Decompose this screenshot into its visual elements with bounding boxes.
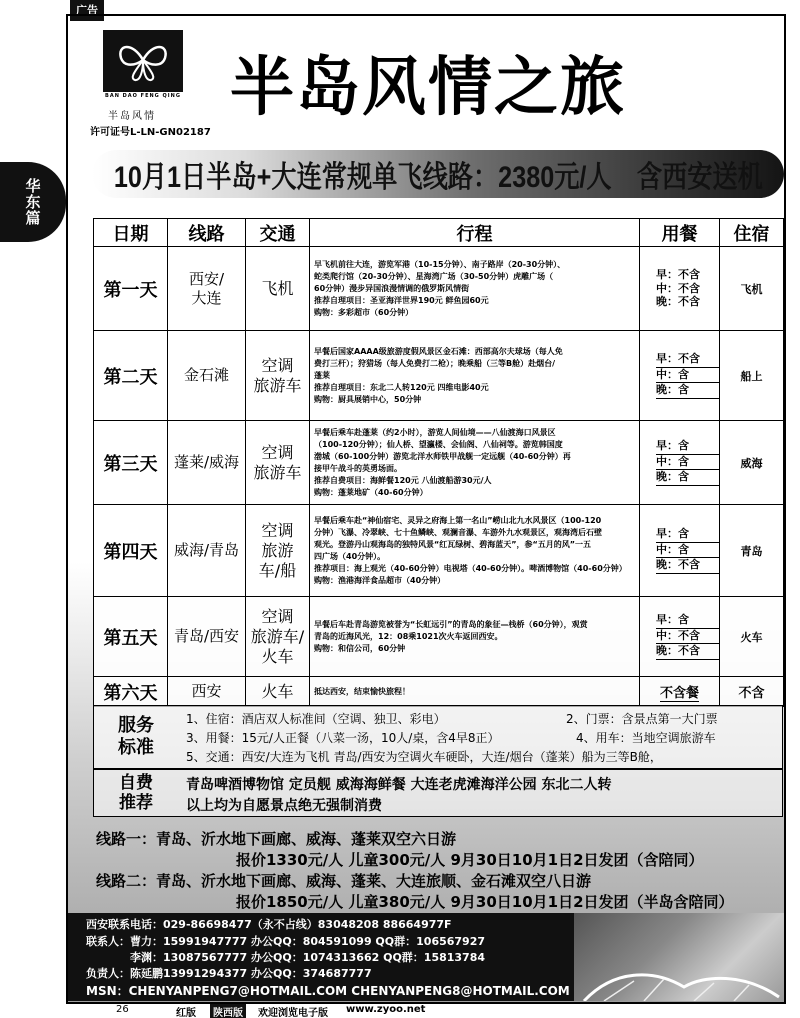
- header-meals: 用餐: [640, 219, 720, 247]
- itinerary-line: 费打三杆）；狩猎场（每人免费打二枪）；晚乘船（三等B舱）赴烟台/: [314, 358, 556, 368]
- itinerary-line: 推荐自理项目：东北二人转120元 四维电影40元: [314, 382, 489, 392]
- contact-phone: 西安联系电话：029-86698477（永不占线）83048208 88664977F: [86, 918, 452, 931]
- contact-row: 李渊：13087567777 办公QQ：1074313662 QQ群：15813784: [86, 951, 486, 964]
- optional-label-line: 自费: [119, 772, 153, 793]
- itinerary-cell: [310, 677, 640, 707]
- itinerary-line: 分钟）飞瀑、冷翠峡、七十鱼鳞峡、观澜音瀑、车游外九水观景区，观海湾后石壁: [314, 527, 602, 537]
- route-line: 金石滩: [183, 366, 229, 385]
- day-cell: 第二天: [94, 331, 168, 421]
- meal-dinner: 晚：不含: [656, 644, 719, 660]
- headline-text: 10月1日半岛+大连常规单飞线路：2380元/人 含西安送机: [113, 161, 763, 194]
- route-line: 蓬莱/威海: [173, 453, 240, 472]
- meal-lunch: 中：含: [656, 368, 719, 384]
- itinerary-line: 四广场（40分钟）。: [314, 551, 386, 561]
- stay-cell: 火车: [720, 597, 784, 677]
- transport-cell: [246, 505, 310, 597]
- headline-banner: [92, 150, 784, 198]
- contact-msn: MSN：CHENYANPENG7@HOTMAIL.COM CHENYANPENG8@HOTMAIL.COM: [86, 984, 570, 998]
- transport-cell: [246, 331, 310, 421]
- itinerary-cell: [310, 421, 640, 505]
- route-line: 西安/: [188, 269, 225, 288]
- meal-breakfast: 早：不含: [656, 352, 719, 368]
- page-number: 26: [116, 1004, 129, 1015]
- header-transport: 交通: [246, 219, 310, 247]
- itinerary-line: （100-120分钟）；仙人桥、望瀛楼、会仙阁、八仙祠等。游览韩国度: [314, 439, 563, 449]
- transport-line: 火车: [261, 681, 294, 701]
- transport-cell: [246, 421, 310, 505]
- stay-cell: 不含: [720, 677, 784, 707]
- itinerary-line: 抵达西安，结束愉快旅程！: [314, 686, 410, 696]
- itinerary-cell: [310, 597, 640, 677]
- itinerary-line: 青岛的近海风光，12：08乘1021次火车返回西安。: [314, 631, 503, 641]
- edition-label: 红版: [176, 1008, 196, 1018]
- transport-line: 空调: [261, 442, 294, 462]
- contact-row: 联系人：曹力：15991947777 办公QQ：804591099 QQ群：106567927: [86, 935, 486, 948]
- route-line: 威海/青岛: [173, 541, 240, 560]
- meal-breakfast: 早：含: [656, 527, 719, 543]
- butterfly-logo-icon: [103, 30, 183, 92]
- transport-cell: [246, 247, 310, 331]
- meal-none: 不含餐: [659, 686, 699, 701]
- page-footer: [68, 1004, 784, 1018]
- brand-name-en: BAN DAO FENG QING: [105, 93, 181, 99]
- stay-cell: 飞机: [720, 247, 784, 331]
- service-label: [94, 706, 178, 768]
- meals-cell: [640, 677, 720, 707]
- itinerary-line: 早餐后乘车赴“神仙宿宅、灵异之府海上第一名山”崂山北九水风景区（100-120: [314, 515, 602, 525]
- edition-box: 陕西版: [210, 1004, 246, 1018]
- contact-row: 负责人：陈延鹏13991294377 办公QQ：374687777: [86, 967, 372, 980]
- transport-line: 车/船: [258, 560, 297, 580]
- service-item: 2、门票：含景点第一大门票: [566, 712, 718, 726]
- table-row: [94, 597, 784, 677]
- meal-dinner: 晚：不含: [656, 295, 700, 309]
- optional-label-line: 推荐: [119, 793, 153, 813]
- route-cell: [168, 421, 246, 505]
- meal-lunch: 中：不含: [656, 281, 700, 295]
- itinerary-line: 购物：蓬莱地矿（40-60分钟）: [314, 487, 428, 497]
- meal-lunch: 中：不含: [656, 629, 719, 645]
- brand-name-cn: 半岛风情: [108, 111, 156, 122]
- itinerary-line: 60分钟）漫步异国浪漫情调的俄罗斯风情街: [314, 283, 470, 293]
- route-line: 青岛/西安: [173, 627, 240, 646]
- itinerary-cell: [310, 331, 640, 421]
- header-date: 日期: [94, 219, 168, 247]
- itinerary-line: 推荐项目：海上观光（40-60分钟）电视塔（40-60分钟）。啤酒博物馆（40-60分钟）: [314, 563, 627, 573]
- route-one-price: 报价1330元/人 儿童300元/人 9月30日10月1日2日发团（含陪同）: [236, 851, 704, 869]
- brand-logo: [103, 30, 183, 92]
- route-cell: [168, 247, 246, 331]
- table-row: [94, 677, 784, 707]
- transport-cell: [246, 597, 310, 677]
- license-number: 许可证号L-LN-GN02187: [90, 127, 211, 138]
- route-two-price: 报价1850元/人 儿童380元/人 9月30日10月1日2日发团（半岛含陪同）: [236, 893, 734, 911]
- side-tab-label: 华东篇: [23, 178, 42, 226]
- route-line: 大连: [191, 288, 222, 307]
- itinerary-line: 观光。登游丹山观海岛的独特风景“红瓦绿树、碧海蓝天”，参“五月的风”一五: [314, 539, 592, 549]
- transport-line: 旅游: [261, 540, 294, 560]
- meals-cell: [640, 331, 720, 421]
- day-cell: 第三天: [94, 421, 168, 505]
- header-itinerary: 行程: [310, 219, 640, 247]
- meals-cell: [640, 505, 720, 597]
- service-standards: [93, 705, 783, 769]
- itinerary-cell: [310, 247, 640, 331]
- transport-cell: [246, 677, 310, 707]
- itinerary-line: 早餐后乘车赴蓬莱（约2小时），游览人间仙境——八仙渡海口风景区: [314, 427, 556, 437]
- service-item: 4、用车：当地空调旅游车: [576, 731, 716, 745]
- itinerary-table: [93, 218, 784, 707]
- itinerary-line: 购物：和信公司，60分钟: [314, 643, 406, 653]
- itinerary-line: 购物：多彩超市（60分钟）: [314, 307, 414, 317]
- itinerary-cell: [310, 505, 640, 597]
- day-cell: 第一天: [94, 247, 168, 331]
- itinerary-line: 早餐后车赴青岛游览被誉为“长虹远引”的青岛的象征—栈桥（60分钟），观赏: [314, 619, 588, 629]
- itinerary-line: 蓬莱: [314, 370, 330, 380]
- day-cell: 第六天: [94, 677, 168, 707]
- service-item: 5、交通：西安/大连为飞机 青岛/西安为空调火车硬卧，大连/烟台（蓬莱）船为三等B舱，: [186, 750, 662, 764]
- route-one-title: 线路一：青岛、沂水地下画廊、威海、蓬莱双空六日游: [96, 830, 457, 848]
- itinerary-line: 早餐后国家AAAA级旅游度假风景区金石滩：西部高尔夫球场（每人免: [314, 346, 563, 356]
- itinerary-line: 购物：渔港海洋食品超市（40分钟）: [314, 575, 446, 585]
- page-title: 半岛风情之旅: [230, 50, 626, 125]
- route-cell: [168, 331, 246, 421]
- itinerary-line: 推荐自费项目：海鲜餐120元 八仙渡船游30元/人: [314, 475, 492, 485]
- arch-building-icon: [574, 967, 784, 1001]
- meal-breakfast: 早：不含: [656, 267, 700, 281]
- header-route: 线路: [168, 219, 246, 247]
- table-header-row: [94, 219, 784, 247]
- transport-line: 旅游车: [253, 462, 302, 482]
- meals-cell: [640, 597, 720, 677]
- meal-dinner: 晚：含: [656, 383, 719, 399]
- transport-line: 旅游车: [253, 375, 302, 395]
- optional-recommendations: [93, 769, 783, 817]
- itinerary-line: 渤城（60-100分钟）游览北洋水师铁甲战舰一定远舰（40-60分钟）再: [314, 451, 571, 461]
- meals-cell: [640, 247, 720, 331]
- transport-line: 火车: [261, 646, 294, 666]
- transport-line: 飞机: [261, 278, 294, 298]
- meal-breakfast: 早：含: [656, 613, 719, 629]
- stay-cell: 青岛: [720, 505, 784, 597]
- transport-line: 旅游车/: [250, 626, 305, 646]
- route-cell: [168, 677, 246, 707]
- optional-item: 以上均为自愿景点绝无强制消费: [186, 798, 382, 814]
- meal-dinner: 晚：含: [656, 470, 719, 486]
- itinerary-line: 早飞机前往大连，游览军港（10-15分钟）、南子路岸（20-30分钟）、: [314, 259, 566, 269]
- meals-cell: [640, 421, 720, 505]
- transport-line: 空调: [261, 520, 294, 540]
- optional-label: [94, 770, 178, 816]
- meal-lunch: 中：含: [656, 543, 719, 559]
- route-line: 西安: [191, 682, 222, 701]
- service-label-line: 服务: [118, 714, 154, 736]
- transport-line: 空调: [261, 606, 294, 626]
- footer-url: www.zyoo.net: [346, 1004, 426, 1015]
- contact-box: [68, 913, 784, 1001]
- footer-text: 欢迎浏览电子版: [258, 1008, 328, 1018]
- table-row: [94, 331, 784, 421]
- itinerary-line: 蛇类爬行馆（20-30分钟）、星海湾广场（30-50分钟）虎雕广场（: [314, 271, 554, 281]
- itinerary-line: 接甲午战斗的英勇场面。: [314, 463, 402, 473]
- optional-item: 青岛啤酒博物馆 定员舰 威海海鲜餐 大连老虎滩海洋公园 东北二人转: [186, 777, 612, 793]
- side-tab-east-china: [0, 162, 66, 242]
- service-label-line: 标准: [118, 737, 154, 758]
- meal-dinner: 晚：不含: [656, 558, 719, 574]
- stay-cell: 船上: [720, 331, 784, 421]
- route-cell: [168, 505, 246, 597]
- table-row: [94, 505, 784, 597]
- table-row: [94, 421, 784, 505]
- service-item: 3、用餐：15元/人正餐（八菜一汤，10人/桌，含4早8正）: [186, 731, 500, 745]
- route-cell: [168, 597, 246, 677]
- route-two-title: 线路二：青岛、沂水地下画廊、威海、蓬莱、大连旅顺、金石滩双空八日游: [96, 872, 592, 890]
- day-cell: 第五天: [94, 597, 168, 677]
- itinerary-line: 购物：厨具展销中心，50分钟: [314, 394, 422, 404]
- meal-breakfast: 早：含: [656, 439, 719, 455]
- itinerary-line: 推荐自理项目：圣亚海洋世界190元 鲜鱼园60元: [314, 295, 489, 305]
- stay-cell: 威海: [720, 421, 784, 505]
- header-stay: 住宿: [720, 219, 784, 247]
- ad-tag: 广告: [70, 0, 104, 21]
- table-row: [94, 247, 784, 331]
- day-cell: 第四天: [94, 505, 168, 597]
- transport-line: 空调: [261, 355, 294, 375]
- meal-lunch: 中：含: [656, 455, 719, 471]
- service-item: 1、住宿：酒店双人标准间（空调、独卫、彩电）: [186, 712, 446, 726]
